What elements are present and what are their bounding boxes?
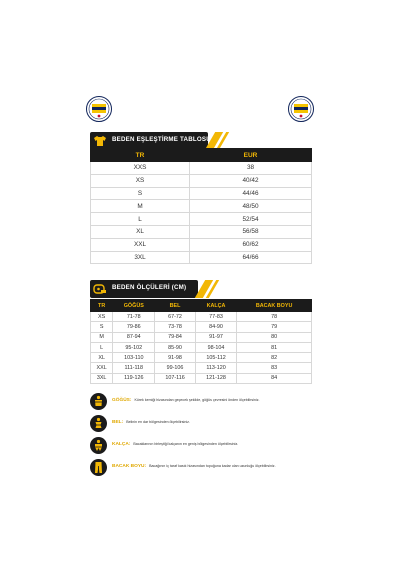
- table-cell: XS: [91, 312, 113, 322]
- table-cell: 60/62: [190, 238, 312, 251]
- guide-label: KALÇA:: [112, 442, 131, 447]
- table-cell: 79: [237, 322, 312, 332]
- table-cell: 56/58: [190, 225, 312, 238]
- column-header: GÖĞÜS: [113, 300, 155, 312]
- table-cell: 95-102: [113, 342, 155, 352]
- table-cell: XXL: [91, 238, 190, 251]
- table-row: [91, 251, 312, 264]
- table-cell: 105-112: [195, 353, 236, 363]
- measurements-header: [90, 280, 312, 298]
- column-header: EUR: [190, 149, 312, 162]
- guide-text: Belinin en dar bölgesinden ölçebilirsiniz.: [126, 420, 190, 424]
- table-cell: 40/42: [190, 174, 312, 187]
- table-cell: 38: [190, 162, 312, 175]
- table-cell: 83: [237, 363, 312, 373]
- table-row: [91, 200, 312, 213]
- column-header: KALÇA: [195, 300, 236, 312]
- column-header: TR: [91, 300, 113, 312]
- guide-text: Kürek kemiği hizasından geçecek şekilde, göğüs çevresini önden ölçebilirsiniz.: [134, 398, 260, 402]
- table-cell: L: [91, 213, 190, 226]
- table-cell: 91-97: [195, 332, 236, 342]
- table-cell: XS: [91, 174, 190, 187]
- table-row: [91, 332, 312, 342]
- guide-waist: [90, 415, 312, 433]
- table-cell: 82: [237, 353, 312, 363]
- table-row: [91, 187, 312, 200]
- table-cell: 107-116: [155, 373, 196, 383]
- table-row: [91, 162, 312, 175]
- table-cell: 3XL: [91, 373, 113, 383]
- table-cell: 87-94: [113, 332, 155, 342]
- table-cell: 78: [237, 312, 312, 322]
- table-cell: 44/46: [190, 187, 312, 200]
- table-row: [91, 225, 312, 238]
- table-cell: M: [91, 332, 113, 342]
- table-row: [91, 312, 312, 322]
- table-cell: XXL: [91, 363, 113, 373]
- club-crest-icon: [86, 96, 112, 122]
- column-header: TR: [91, 149, 190, 162]
- table-cell: 103-110: [113, 353, 155, 363]
- table-cell: 121-128: [195, 373, 236, 383]
- table-cell: 73-78: [155, 322, 196, 332]
- table-cell: 85-90: [155, 342, 196, 352]
- table-row: [91, 373, 312, 383]
- guide-chest: [90, 393, 312, 411]
- table-cell: XL: [91, 353, 113, 363]
- table-row: [91, 174, 312, 187]
- column-header: BACAK BOYU: [237, 300, 312, 312]
- table-cell: 98-104: [195, 342, 236, 352]
- table-cell: 79-86: [113, 322, 155, 332]
- table-cell: 119-126: [113, 373, 155, 383]
- table-cell: 48/50: [190, 200, 312, 213]
- guide-leg-length: [90, 459, 312, 477]
- table-cell: L: [91, 342, 113, 352]
- table-cell: 64/66: [190, 251, 312, 264]
- table-row: [91, 353, 312, 363]
- table-cell: 81: [237, 342, 312, 352]
- table-cell: 91-98: [155, 353, 196, 363]
- table-cell: 79-84: [155, 332, 196, 342]
- table-cell: 111-118: [113, 363, 155, 373]
- guide-hip: [90, 437, 312, 455]
- column-header: BEL: [155, 300, 196, 312]
- size-match-table: [90, 148, 312, 264]
- table-cell: 3XL: [91, 251, 190, 264]
- table-cell: 77-83: [195, 312, 236, 322]
- table-cell: 84: [237, 373, 312, 383]
- table-cell: S: [91, 322, 113, 332]
- guide-text: Bacağının iç taraf kasık hizasından topuğuna kadar olan uzunluğu ölçebilirsiniz.: [149, 464, 276, 468]
- table-cell: 84-90: [195, 322, 236, 332]
- table-row: [91, 363, 312, 373]
- hip-icon: [92, 439, 105, 452]
- leg-length-icon: [92, 461, 105, 474]
- table-row: [91, 238, 312, 251]
- chest-icon: [92, 395, 105, 408]
- table-cell: 113-120: [195, 363, 236, 373]
- size-match-title: BEDEN EŞLEŞTİRME TABLOSU: [112, 136, 211, 143]
- table-cell: 71-78: [113, 312, 155, 322]
- table-cell: M: [91, 200, 190, 213]
- table-cell: 80: [237, 332, 312, 342]
- table-cell: XL: [91, 225, 190, 238]
- guide-label: GÖĞÜS:: [112, 398, 132, 403]
- guide-label: BACAK BOYU:: [112, 464, 147, 469]
- club-crest-icon: [288, 96, 314, 122]
- table-row: [91, 322, 312, 332]
- waist-icon: [92, 417, 105, 430]
- table-row: [91, 213, 312, 226]
- measurements-table: [90, 299, 312, 384]
- tape-measure-icon: [93, 282, 107, 296]
- shirt-icon: [93, 134, 107, 148]
- table-cell: S: [91, 187, 190, 200]
- guide-text: Bacaklarının birleştiği kalçanın en geniş bölgesinden ölçebilirsiniz.: [133, 442, 239, 446]
- table-cell: 67-72: [155, 312, 196, 322]
- table-cell: 99-106: [155, 363, 196, 373]
- measurements-title: BEDEN ÖLÇÜLERİ (CM): [112, 284, 187, 291]
- table-row: [91, 342, 312, 352]
- table-cell: 52/54: [190, 213, 312, 226]
- size-guide-sheet: [76, 88, 324, 488]
- table-cell: XXS: [91, 162, 190, 175]
- guide-label: BEL:: [112, 420, 124, 425]
